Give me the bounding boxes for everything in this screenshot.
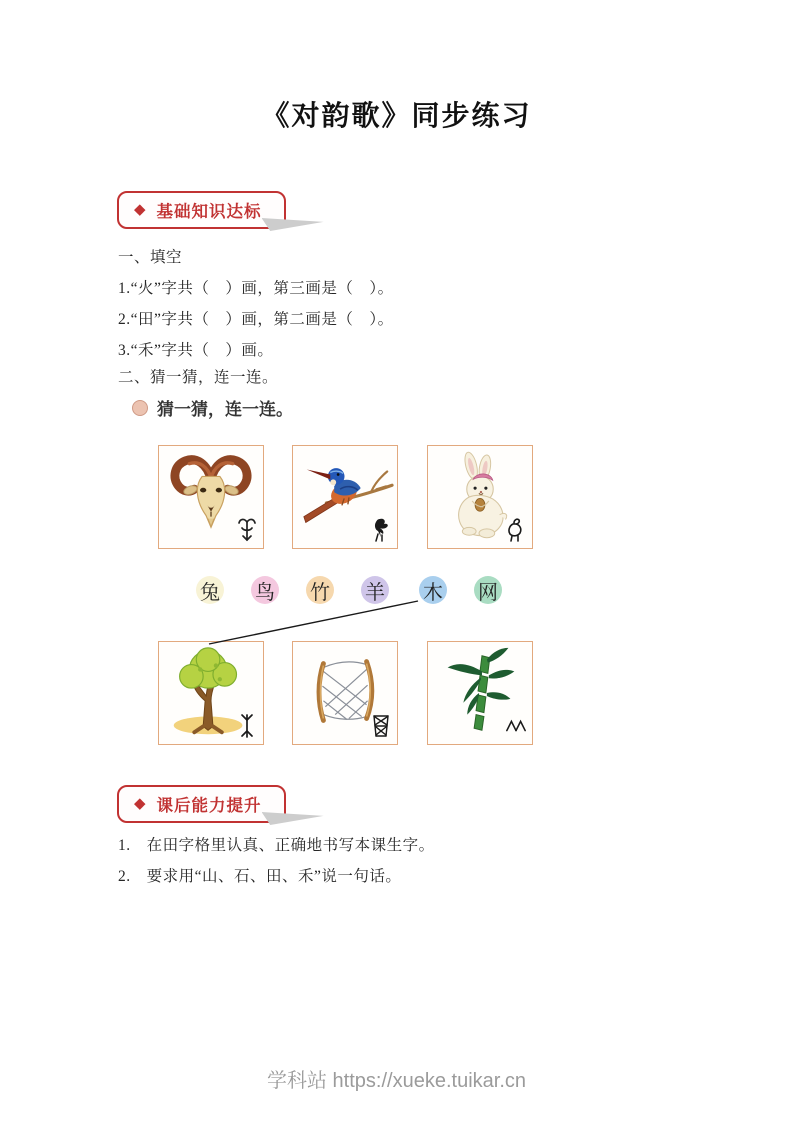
picture-box-rabbit [427,445,533,549]
part1-heading: 一、填空 [118,249,183,266]
badge-after-class [117,785,286,823]
diamond-icon: ◆ [134,795,146,812]
site-footer: 学科站 https://xueke.tuikar.cn [267,1070,526,1092]
badge-label: 课后能力提升 [156,796,262,815]
connection-line [205,597,425,649]
char-label: 木 [423,581,443,604]
picture-box-kingfisher [292,445,398,549]
picture-box-tree [158,641,264,745]
exercise-instruction: 猜一猜，连一连。 [157,400,293,419]
part2-heading: 二、猜一猜，连一连。 [118,369,279,386]
badge-basic-knowledge [117,191,286,229]
page-title: 《对韵歌》同步练习 [261,101,532,132]
question-item: 1.“火”字共（ ）画，第三画是（ ）。 [118,280,394,297]
badge-shadow [262,218,324,231]
badge-label: 基础知识达标 [156,202,262,221]
oracle-bamboo-glyph [505,713,527,739]
question-item: 3.“禾”字共（ ）画。 [118,342,274,359]
char-label: 兔 [200,581,220,604]
exercise-instruction-row [132,395,293,420]
stamp-icon [132,400,148,416]
picture-box-ram [158,445,264,549]
oracle-bird-glyph [370,517,392,543]
char-label: 羊 [365,581,385,604]
oracle-wood-glyph [236,713,258,739]
oracle-net-glyph [370,713,392,739]
char-label: 网 [478,581,498,604]
char-label: 鸟 [255,581,275,604]
char-net [474,576,502,604]
oracle-rabbit-glyph [505,517,527,543]
oracle-sheep-glyph [236,517,258,543]
advanced-item: 1. 在田字格里认真、正确地书写本课生字。 [118,837,435,854]
badge-shadow [262,812,324,825]
picture-box-bamboo [427,641,533,745]
diamond-icon: ◆ [134,201,146,218]
picture-box-net [292,641,398,745]
question-item: 2.“田”字共（ ）画，第二画是（ ）。 [118,311,394,328]
char-label: 竹 [310,581,330,604]
advanced-item: 2. 要求用“山、石、田、禾”说一句话。 [118,868,402,885]
